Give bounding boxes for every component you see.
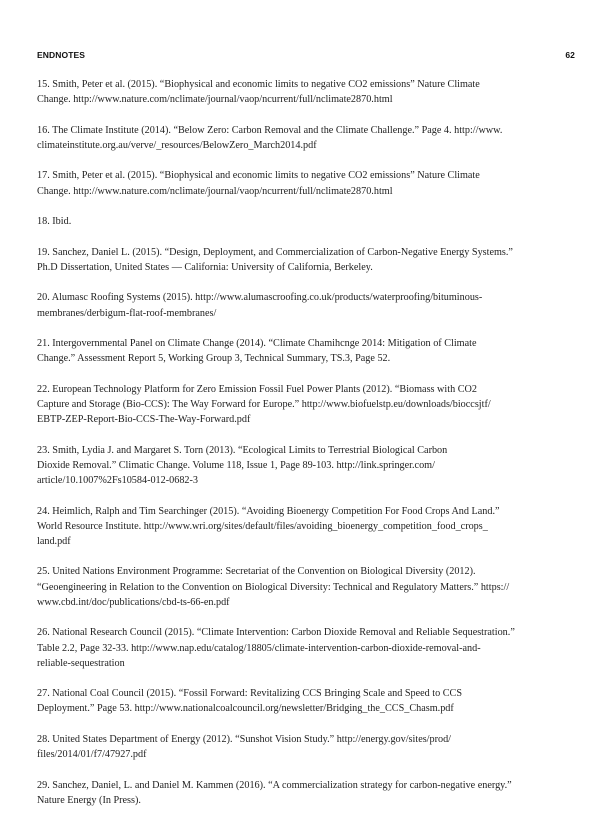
- endnote-line: Capture and Storage (Bio-CCS): The Way Forward for Europe.” http://www.biofuelstp.eu/downloads/bioccsjtf/: [37, 398, 491, 410]
- endnote-line: “Geoengineering in Relation to the Convention on Biological Diversity: Technical and Regulatory Matters.” https://: [37, 581, 510, 593]
- endnote-item: [37, 336, 579, 366]
- endnote-line: World Resource Institute. http://www.wri.org/sites/default/files/avoiding_bioenergy_competition_food_crops_: [37, 520, 488, 532]
- endnote-item: [37, 123, 579, 153]
- endnote-line: 23. Smith, Lydia J. and Margaret S. Torn (2013). “Ecological Limits to Terrestrial Biological Carbon: [37, 444, 448, 456]
- endnote-line: membranes/derbigum-flat-roof-membranes/: [37, 307, 217, 319]
- endnote-line: 28. United States Department of Energy (2012). “Sunshot Vision Study.” http://energy.gov/sites/prod/: [37, 733, 452, 745]
- endnote-line: climateinstitute.org.au/verve/_resources/BelowZero_March2014.pdf: [37, 139, 317, 151]
- endnote-item: [37, 564, 579, 610]
- endnote-line: 16. The Climate Institute (2014). “Below Zero: Carbon Removal and the Climate Challenge.” Page 4. http://www.: [37, 124, 503, 136]
- endnote-item: [37, 443, 579, 489]
- endnote-line: 18. Ibid.: [37, 216, 72, 228]
- endnote-item: [37, 778, 579, 808]
- endnote-line: 21. Intergovernmental Panel on Climate Change (2014). “Climate Chamihcnge 2014: Mitigation of Climate: [37, 338, 477, 350]
- endnote-line: www.cbd.int/doc/publications/cbd-ts-66-en.pdf: [37, 596, 230, 608]
- endnote-line: Deployment.” Page 53. http://www.nationalcoalcouncil.org/newsletter/Bridging_the_CCS_Chasm.pdf: [37, 703, 454, 715]
- endnote-item: [37, 686, 579, 716]
- endnote-line: Change. http://www.nature.com/nclimate/journal/vaop/ncurrent/full/nclimate2870.html: [37, 185, 393, 197]
- endnote-item: [37, 77, 579, 107]
- endnote-item: [37, 732, 579, 762]
- endnotes-list: [37, 77, 579, 823]
- endnote-line: 29. Sanchez, Daniel, L. and Daniel M. Kammen (2016). “A commercialization strategy for carbon-negative energy.”: [37, 779, 512, 791]
- endnote-item: [37, 625, 579, 671]
- endnote-line: 26. National Research Council (2015). “Climate Intervention: Carbon Dioxide Removal and Reliable Sequestration.”: [37, 627, 515, 639]
- endnote-line: reliable-sequestration: [37, 657, 125, 669]
- endnote-line: 25. United Nations Environment Programme: Secretariat of the Convention on Biological Diversity (2012).: [37, 566, 476, 578]
- endnote-line: Ph.D Dissertation, United States — California: University of California, Berkeley.: [37, 261, 373, 273]
- page-number: 62: [565, 50, 575, 60]
- endnote-item: [37, 504, 579, 550]
- endnote-line: 27. National Coal Council (2015). “Fossil Forward: Revitalizing CCS Bringing Scale and Speed to CCS: [37, 688, 463, 700]
- endnote-item: [37, 382, 579, 428]
- endnote-line: Change.” Assessment Report 5, Working Group 3, Technical Summary, TS.3, Page 52.: [37, 353, 391, 365]
- endnote-line: files/2014/01/f7/47927.pdf: [37, 749, 147, 761]
- endnote-item: [37, 290, 579, 320]
- endnote-line: 22. European Technology Platform for Zero Emission Fossil Fuel Power Plants (2012). “Biomass with CO2: [37, 383, 477, 395]
- endnote-line: Dioxide Removal.” Climatic Change. Volume 118, Issue 1, Page 89-103. http://link.springer.com/: [37, 459, 435, 471]
- endnote-line: 15. Smith, Peter et al. (2015). “Biophysical and economic limits to negative CO2 emissions” Nature Climate: [37, 79, 480, 90]
- endnote-line: Table 2.2, Page 32-33. http://www.nap.edu/catalog/18805/climate-intervention-carbon-dioxide-removal-and-: [37, 642, 481, 654]
- endnote-item: [37, 245, 579, 275]
- endnote-item: [37, 214, 579, 229]
- endnote-line: 19. Sanchez, Daniel L. (2015). “Design, Deployment, and Commercialization of Carbon-Negative Energy Systems.”: [37, 246, 513, 258]
- endnote-line: 20. Alumasc Roofing Systems (2015). http://www.alumascroofing.co.uk/products/waterproofing/bituminous-: [37, 292, 483, 304]
- endnote-line: 17. Smith, Peter et al. (2015). “Biophysical and economic limits to negative CO2 emissions” Nature Climate: [37, 170, 480, 182]
- endnote-line: EBTP-ZEP-Report-Bio-CCS-The-Way-Forward.pdf: [37, 414, 251, 426]
- endnote-line: 24. Heimlich, Ralph and Tim Searchinger (2015). “Avoiding Bioenergy Competition For Food Crops And Land.”: [37, 505, 500, 517]
- endnote-line: Change. http://www.nature.com/nclimate/journal/vaop/ncurrent/full/nclimate2870.html: [37, 94, 393, 106]
- endnote-line: article/10.1007%2Fs10584-012-0682-3: [37, 475, 198, 487]
- endnote-item: [37, 168, 579, 198]
- section-title: ENDNOTES: [37, 50, 86, 60]
- endnote-line: Nature Energy (In Press).: [37, 794, 141, 806]
- page-header: [37, 50, 575, 64]
- endnote-line: land.pdf: [37, 535, 71, 547]
